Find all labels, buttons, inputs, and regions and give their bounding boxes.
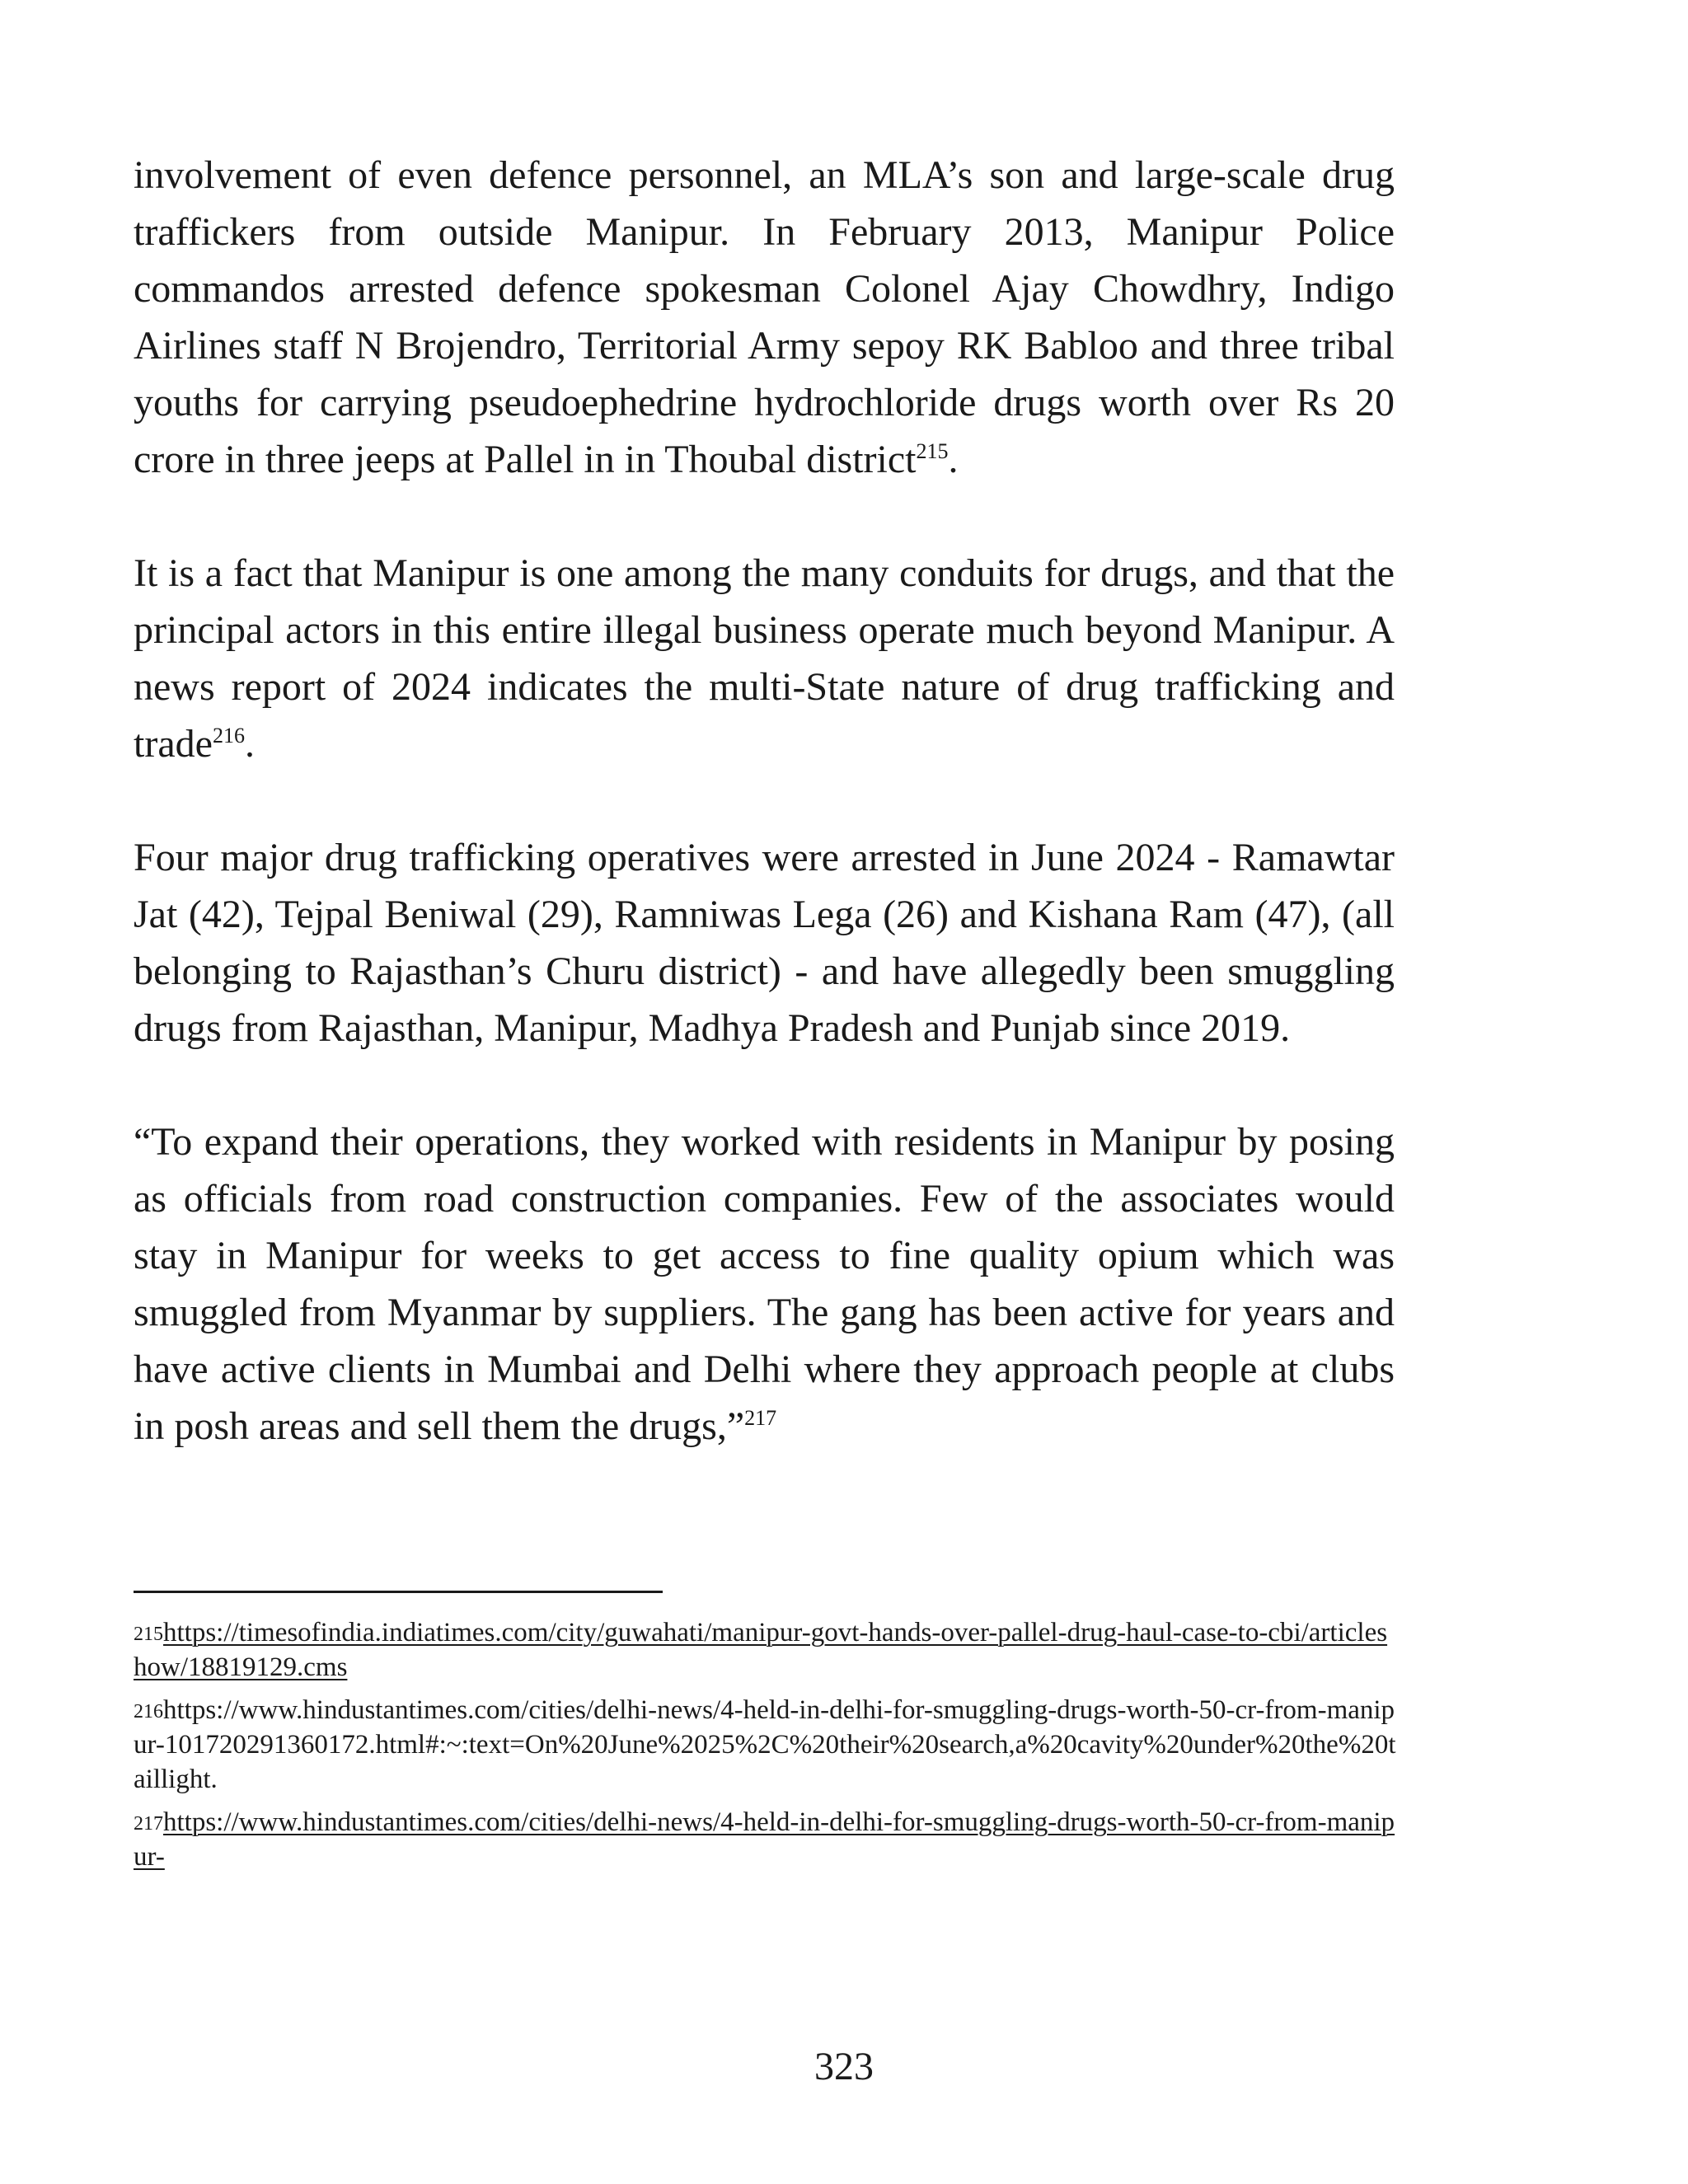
footnote-ref-217[interactable]: 217 bbox=[744, 1406, 777, 1430]
footnote-link-217[interactable]: https://www.hindustantimes.com/cities/delhi-news/4-held-in-delhi-for-smuggling-drugs-worth-50-cr-from-manipur- bbox=[134, 1807, 1395, 1872]
paragraph-1 bbox=[134, 147, 1395, 488]
paragraph-2-tail: . bbox=[244, 722, 255, 766]
footnote-215 bbox=[134, 1615, 1399, 1685]
footnote-link-215[interactable]: https://timesofindia.indiatimes.com/city/guwahati/manipur-govt-hands-over-pallel-drug-haul-case-to-cbi/articleshow/18819129.cms bbox=[134, 1618, 1388, 1682]
page-body bbox=[134, 147, 1395, 1455]
paragraph-3-text: Four major drug trafficking operatives were arrested in June 2024 - Ramawtar Jat (42), Tejpal Beniwal (29), Ramniwas Lega (26) and Kishana Ram (47), (all belonging to Rajasthan’s Churu district) - and have allegedly been smuggling drugs from Rajasthan, Manipur, Madhya Pradesh and Punjab since 2019. bbox=[134, 836, 1395, 1050]
footnote-link-216[interactable]: https://www.hindustantimes.com/cities/delhi-news/4-held-in-delhi-for-smuggling-drugs-worth-50-cr-from-manipur-101720291360172.html#:~:text=On%20June%2025%2C%20their%20search,a%20cavity%20under%20the%20taillight. bbox=[134, 1695, 1396, 1794]
footnote-number: 216 bbox=[134, 1701, 163, 1722]
paragraph-2-text: It is a fact that Manipur is one among the many conduits for drugs, and that the principal actors in this entire illegal business operate much beyond Manipur. A news report of 2024 indicates the multi-State nature of drug trafficking and trade bbox=[134, 551, 1395, 766]
footnote-number: 217 bbox=[134, 1813, 163, 1835]
paragraph-1-tail: . bbox=[948, 438, 959, 481]
paragraph-4 bbox=[134, 1113, 1395, 1455]
footnotes bbox=[134, 1615, 1399, 1882]
footnote-ref-215[interactable]: 215 bbox=[916, 439, 949, 463]
paragraph-2 bbox=[134, 545, 1395, 772]
paragraph-1-text: involvement of even defence personnel, an MLA’s son and large-scale drug traffickers from outside Manipur. In February 2013, Manipur Police commandos arrested defence spokesman Colonel Ajay Chowdhry, Indigo Airlines staff N Brojendro, Territorial Army sepoy RK Babloo and three tribal youths for carrying pseudoephedrine hydrochloride drugs worth over Rs 20 crore in three jeeps at Pallel in in Thoubal district bbox=[134, 153, 1395, 481]
footnote-number: 215 bbox=[134, 1624, 163, 1645]
paragraph-4-text: “To expand their operations, they worked with residents in Manipur by posing as officials from road construction companies. Few of the associates would stay in Manipur for weeks to get access to fine quality opium which was smuggled from Myanmar by suppliers. The gang has been active for years and have active clients in Mumbai and Delhi where they approach people at clubs in posh areas and sell them the drugs,” bbox=[134, 1120, 1395, 1448]
page-number: 323 bbox=[814, 2045, 874, 2088]
paragraph-3 bbox=[134, 829, 1395, 1057]
footnote-divider bbox=[134, 1591, 663, 1593]
footnote-216 bbox=[134, 1693, 1399, 1797]
footnote-ref-216[interactable]: 216 bbox=[212, 724, 245, 748]
footnote-217 bbox=[134, 1805, 1399, 1874]
